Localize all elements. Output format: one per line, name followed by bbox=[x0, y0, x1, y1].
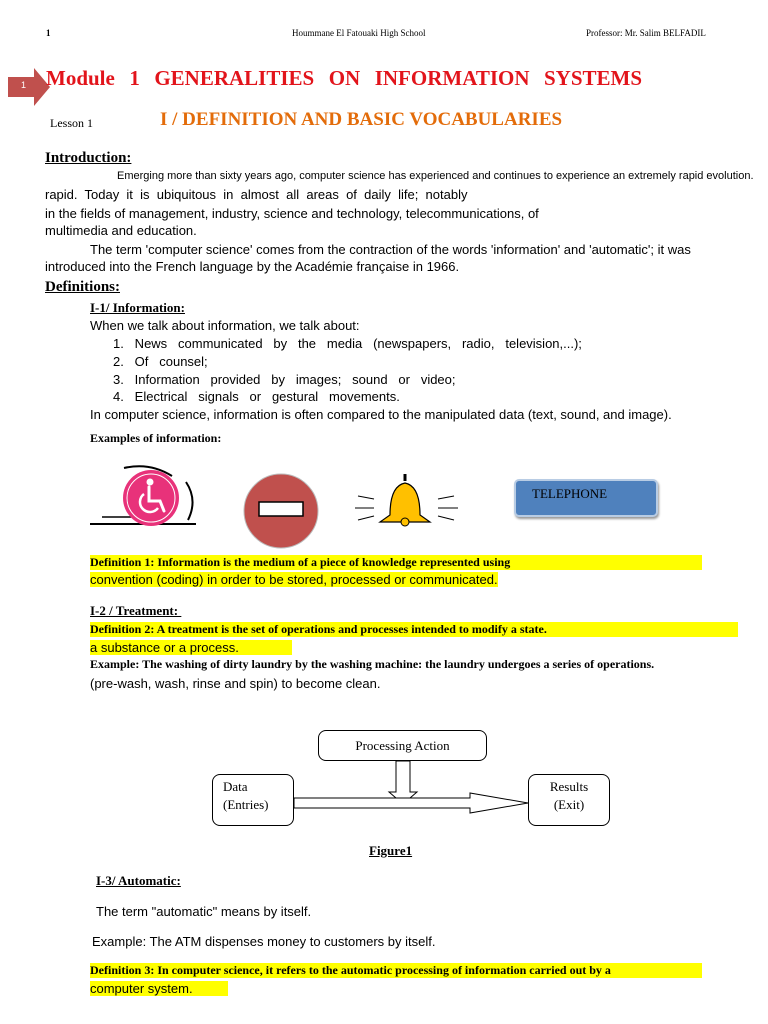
list-item: 4. Electrical signals or gestural movements. bbox=[113, 389, 400, 404]
telephone-label: TELEPHONE bbox=[532, 486, 608, 501]
data-entries-box bbox=[212, 774, 294, 826]
definition-3-line-2: computer system. bbox=[90, 981, 228, 996]
module-title: Module 1 GENERALITIES ON INFORMATION SYSTEMS bbox=[46, 66, 643, 90]
definitions-heading: Definitions: bbox=[45, 279, 120, 295]
page-number: 1 bbox=[46, 28, 51, 38]
definition-3-line-1: Definition 3: In computer science, it refers to the automatic processing of information carried out by a bbox=[90, 963, 702, 978]
list-item: 1. News communicated by the media (newspapers, radio, television,...); bbox=[113, 336, 582, 351]
treatment-heading: I-2 / Treatment: bbox=[90, 603, 182, 618]
definition-1-line-2: convention (coding) in order to be stored, processed or communicated. bbox=[90, 572, 498, 587]
automatic-example: Example: The ATM dispenses money to customers by itself. bbox=[92, 934, 436, 949]
processing-action-box bbox=[318, 730, 487, 761]
processing-action-label: Processing Action bbox=[355, 738, 450, 753]
list-item: 2. Of counsel; bbox=[113, 354, 208, 369]
lesson-label: Lesson 1 bbox=[50, 116, 93, 130]
information-compare: In computer science, information is often compared to the manipulated data (text, sound, and image). bbox=[90, 407, 672, 422]
school-name: Hoummane El Fatouaki High School bbox=[292, 28, 426, 38]
professor-name: Professor: Mr. Salim BELFADIL bbox=[586, 28, 706, 38]
figure-caption bbox=[369, 843, 432, 859]
results-exit-box bbox=[528, 774, 610, 826]
information-intro: When we talk about information, we talk about: bbox=[90, 318, 360, 333]
treatment-example-line-2: (pre-wash, wash, rinse and spin) to become clean. bbox=[90, 676, 381, 691]
entries-label: (Entries) bbox=[223, 797, 269, 812]
figure-caption-text: Figure1 bbox=[369, 843, 413, 858]
definition-2-line-1: Definition 2: A treatment is the set of operations and processes intended to modify a state. bbox=[90, 622, 738, 637]
exit-label: (Exit) bbox=[553, 797, 585, 812]
lesson-title: I / DEFINITION AND BASIC VOCABULARIES bbox=[160, 109, 563, 130]
automatic-heading bbox=[96, 873, 211, 889]
intro-line-6: introduced into the French language by the Académie française in 1966. bbox=[45, 259, 460, 274]
intro-line-5: The term 'computer science' comes from the contraction of the words 'information' and 'automatic'; it was bbox=[90, 242, 691, 257]
automatic-line-1: The term "automatic" means by itself. bbox=[96, 904, 312, 919]
list-item: 3. Information provided by images; sound or video; bbox=[113, 372, 456, 387]
definition-1-line-1: Definition 1: Information is the medium of a piece of knowledge represented using bbox=[90, 555, 702, 570]
intro-line-3: in the fields of management, industry, science and technology, telecommunications, of bbox=[45, 206, 539, 221]
intro-line-4: multimedia and education. bbox=[45, 223, 197, 238]
definition-2-line-2: a substance or a process. bbox=[90, 640, 292, 655]
badge-number: 1 bbox=[21, 80, 27, 90]
intro-line-2: rapid. Today it is ubiquitous in almost all areas of daily life; notably bbox=[45, 187, 468, 202]
introduction-heading: Introduction: bbox=[45, 150, 132, 166]
results-label: Results bbox=[549, 779, 589, 794]
treatment-example-line-1: Example: The washing of dirty laundry by the washing machine: the laundry undergoes a series of operations. bbox=[90, 657, 655, 671]
information-heading: I-1/ Information: bbox=[90, 300, 185, 315]
automatic-heading-text: I-3/ Automatic: bbox=[96, 873, 181, 888]
examples-heading: Examples of information: bbox=[90, 431, 222, 445]
intro-line-1: Emerging more than sixty years ago, computer science has experienced and continues to experience an extremely rapid evolution. bbox=[117, 170, 754, 182]
data-label: Data bbox=[223, 779, 248, 794]
